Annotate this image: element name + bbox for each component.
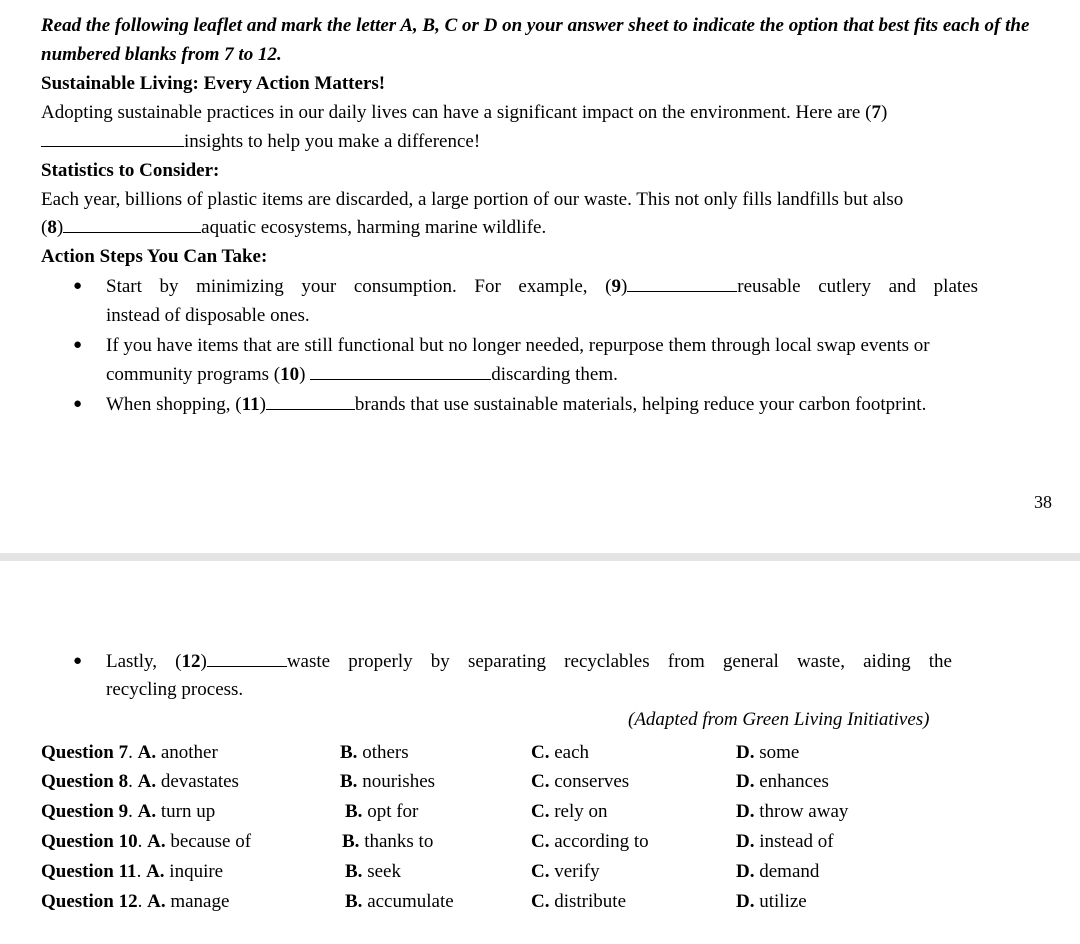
action-item-1: Start by minimizing your consumption. For example, (9) reusable cutlery and plates bbox=[106, 272, 978, 301]
stats-heading: Statistics to Consider: bbox=[41, 160, 220, 181]
option-10c[interactable]: C. according to bbox=[531, 831, 649, 852]
blank-12[interactable] bbox=[207, 648, 287, 667]
bullet-icon: ● bbox=[73, 337, 83, 353]
action-item-4: Lastly, (12) waste properly by separating recyclables from general waste, aiding the bbox=[106, 647, 952, 676]
option-7d[interactable]: D. some bbox=[736, 742, 800, 763]
action-item-3: When shopping, (11) brands that use sustainable materials, helping reduce your carbon footprint. bbox=[106, 390, 926, 419]
page-separator bbox=[0, 553, 1080, 561]
bullet-icon: ● bbox=[73, 653, 83, 669]
blank-number-7: 7 bbox=[871, 102, 881, 123]
question-12: Question 12. A. manage bbox=[41, 891, 230, 912]
option-8c[interactable]: C. conserves bbox=[531, 771, 630, 792]
question-11: Question 11. A. inquire bbox=[41, 861, 224, 882]
question-8: Question 8. A. devastates bbox=[41, 771, 239, 792]
option-7b[interactable]: B. others bbox=[340, 742, 409, 763]
option-11b[interactable]: B. seek bbox=[345, 861, 401, 882]
intro-line-2: insights to help you make a difference! bbox=[41, 127, 480, 156]
option-10d[interactable]: D. instead of bbox=[736, 831, 834, 852]
blank-number-12: 12 bbox=[181, 651, 201, 672]
blank-9[interactable] bbox=[627, 273, 737, 292]
action-item-1-line-2: instead of disposable ones. bbox=[106, 305, 310, 326]
blank-8[interactable] bbox=[63, 214, 201, 233]
stats-line-1: Each year, billions of plastic items are discarded, a large portion of our waste. This not only fills landfills but also bbox=[41, 189, 904, 210]
blank-number-8: 8 bbox=[47, 217, 57, 238]
blank-7[interactable] bbox=[41, 128, 184, 147]
blank-11[interactable] bbox=[266, 391, 355, 410]
bullet-icon: ● bbox=[73, 278, 83, 294]
option-9d[interactable]: D. throw away bbox=[736, 801, 849, 822]
option-12c[interactable]: C. distribute bbox=[531, 891, 627, 912]
option-12b[interactable]: B. accumulate bbox=[345, 891, 454, 912]
question-10: Question 10. A. because of bbox=[41, 831, 252, 852]
option-12d[interactable]: D. utilize bbox=[736, 891, 807, 912]
blank-10[interactable] bbox=[310, 361, 491, 380]
option-7c[interactable]: C. each bbox=[531, 742, 590, 763]
page-number: 38 bbox=[1034, 492, 1052, 512]
bullet-icon: ● bbox=[73, 396, 83, 412]
source-credit: (Adapted from Green Living Initiatives) bbox=[628, 709, 930, 730]
action-item-4-line-2: recycling process. bbox=[106, 679, 244, 700]
question-9: Question 9. A. turn up bbox=[41, 801, 216, 822]
option-8d[interactable]: D. enhances bbox=[736, 771, 829, 792]
option-9b[interactable]: B. opt for bbox=[345, 801, 419, 822]
blank-number-11: 11 bbox=[241, 394, 260, 415]
leaflet-title: Sustainable Living: Every Action Matters! bbox=[41, 73, 386, 94]
action-item-2-line-2: community programs (10) discarding them. bbox=[106, 360, 618, 389]
action-item-2: If you have items that are still functional but no longer needed, repurpose them through local swap events or bbox=[106, 335, 930, 356]
blank-number-9: 9 bbox=[611, 276, 621, 297]
option-11c[interactable]: C. verify bbox=[531, 861, 600, 882]
option-8b[interactable]: B. nourishes bbox=[340, 771, 436, 792]
option-9c[interactable]: C. rely on bbox=[531, 801, 608, 822]
blank-number-10: 10 bbox=[280, 364, 300, 385]
question-7: Question 7. A. another bbox=[41, 742, 218, 763]
intro-line-1: Adopting sustainable practices in our daily lives can have a significant impact on the environment. Here are (7) bbox=[41, 102, 888, 123]
option-10b[interactable]: B. thanks to bbox=[342, 831, 434, 852]
instructions: Read the following leaflet and mark the letter A, B, C or D on your answer sheet to indicate the option that best fits each of the numbered blanks from 7 to 12. bbox=[41, 15, 1030, 65]
stats-line-2: (8) aquatic ecosystems, harming marine wildlife. bbox=[41, 213, 546, 242]
actions-heading: Action Steps You Can Take: bbox=[41, 246, 268, 267]
option-11d[interactable]: D. demand bbox=[736, 861, 820, 882]
page-39 bbox=[0, 561, 1080, 944]
